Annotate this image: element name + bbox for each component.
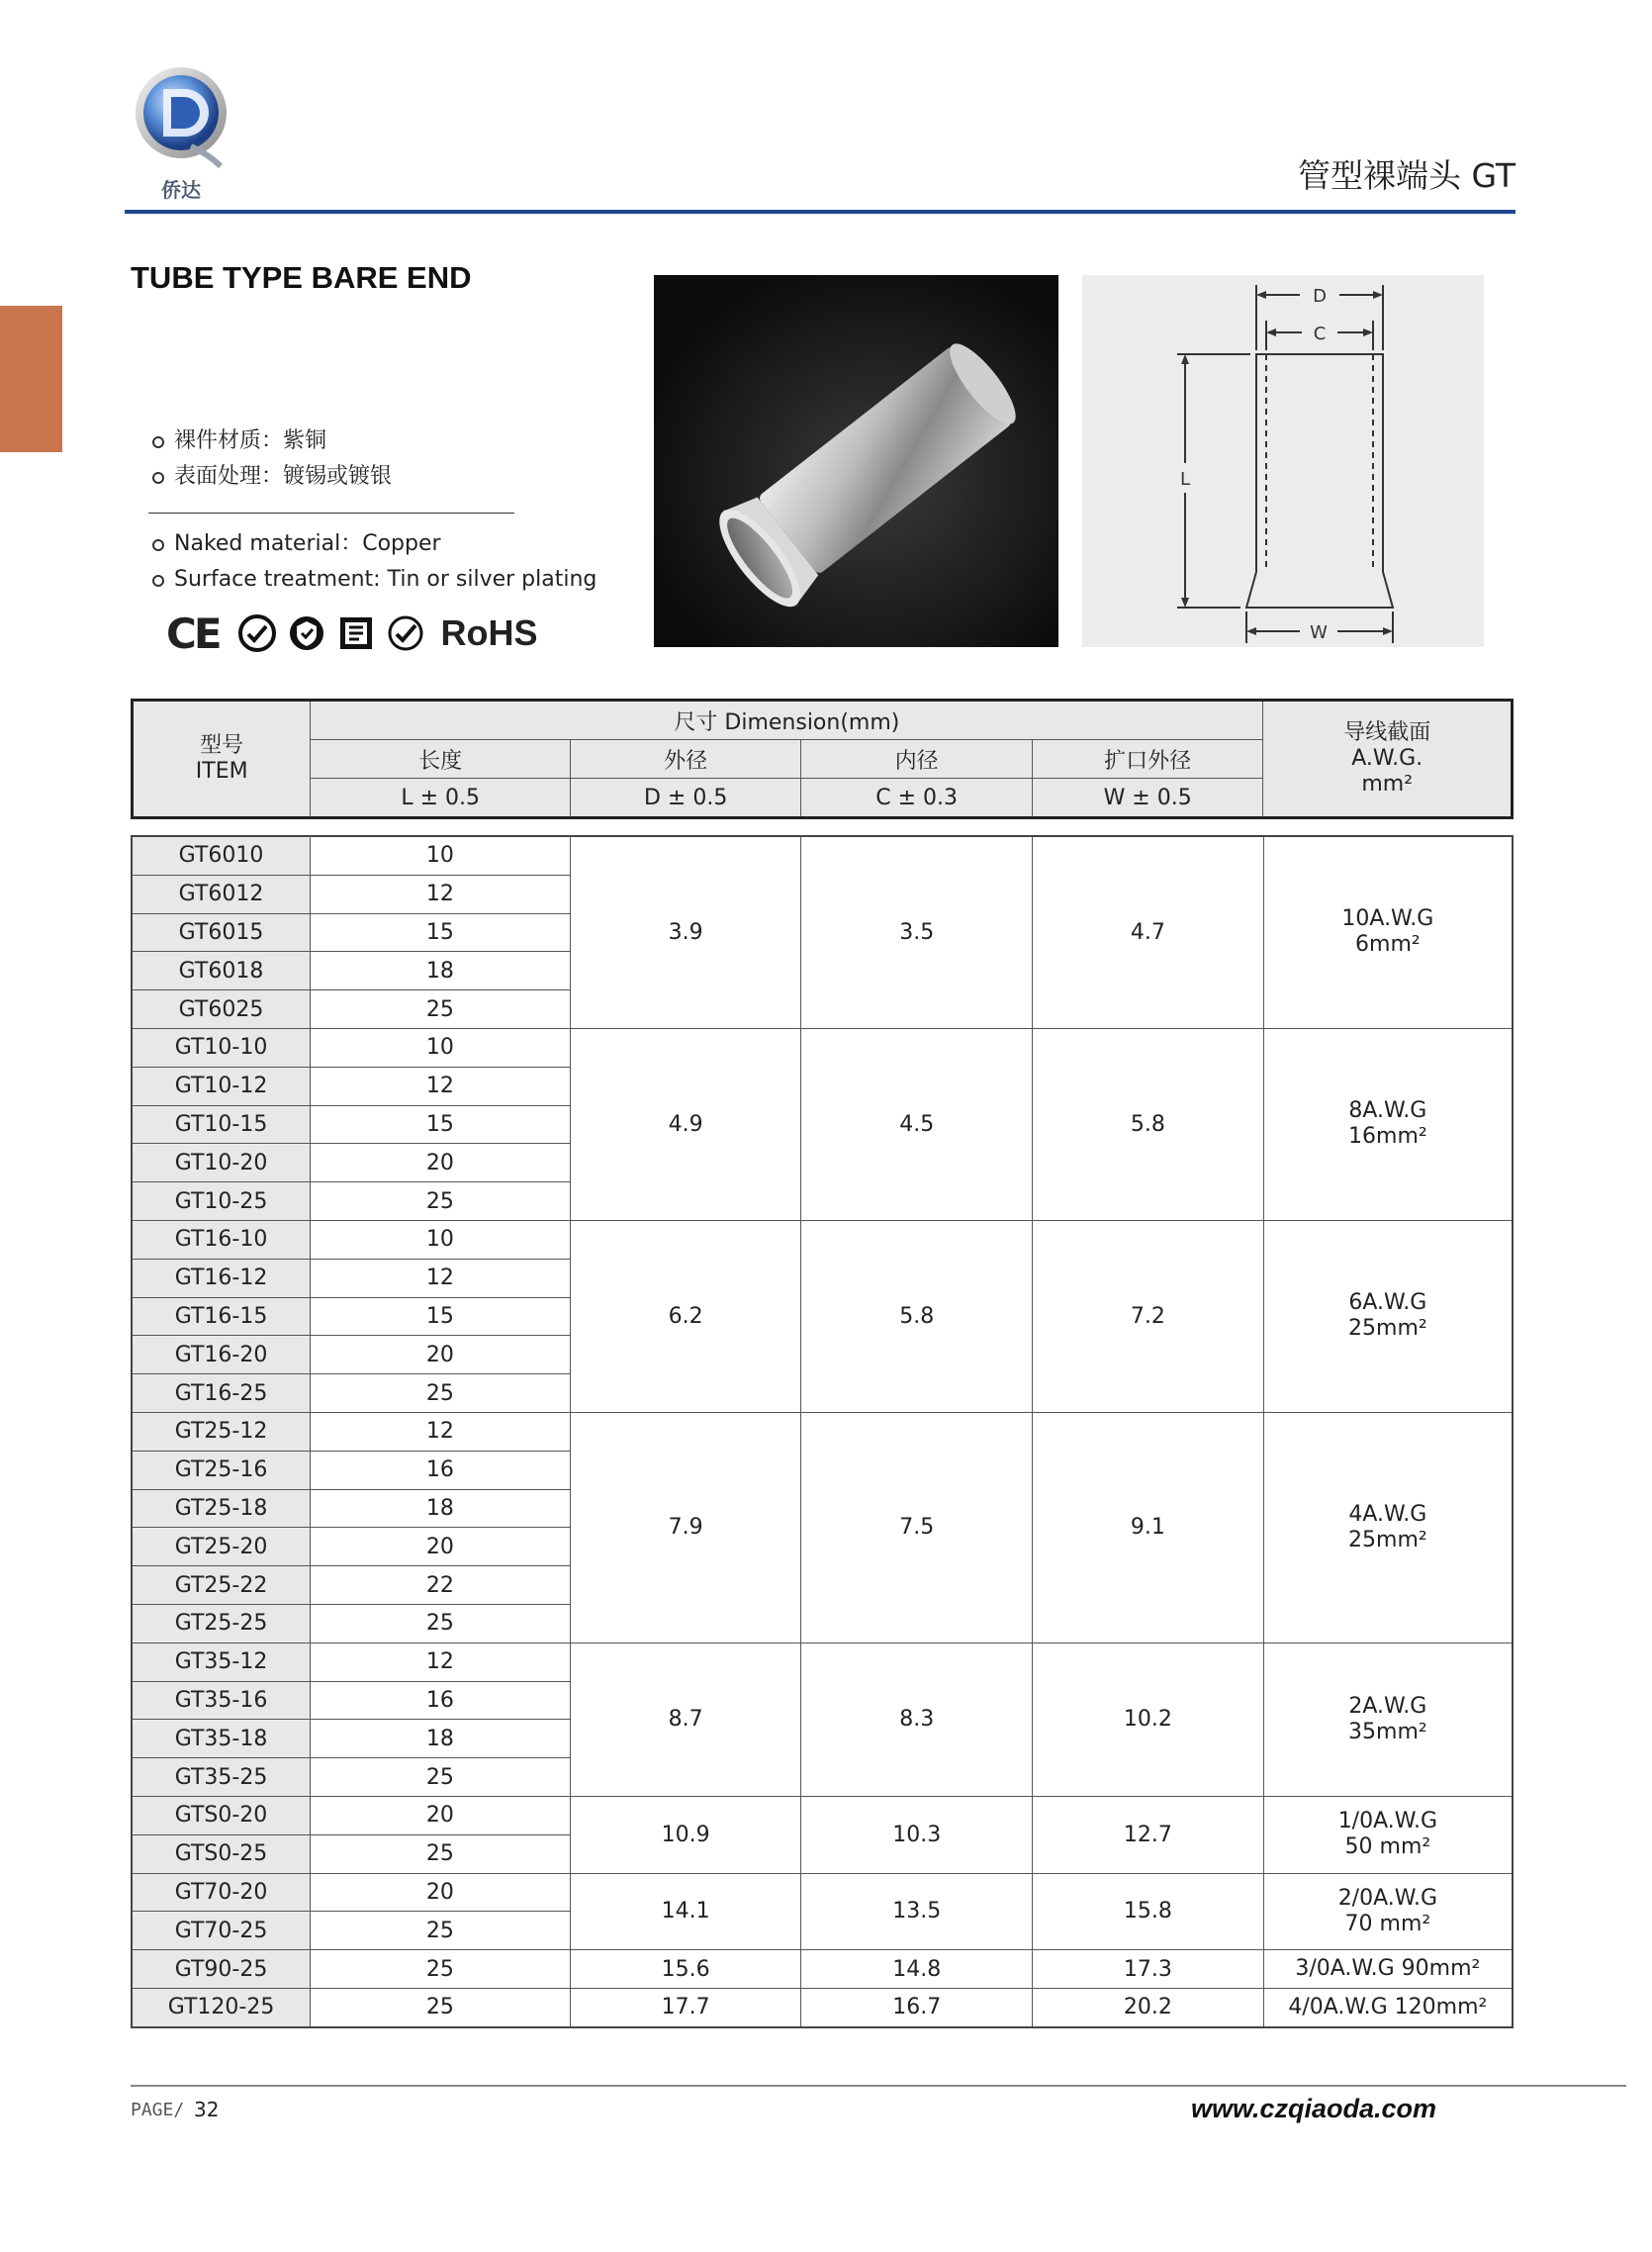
item-code-cell: GT16-25 <box>132 1374 311 1413</box>
certification-logos <box>166 606 538 661</box>
dim-label-d: D <box>1313 286 1327 307</box>
item-code-cell: GT90-25 <box>132 1950 311 1989</box>
flare-diameter-cell: 9.1 <box>1033 1412 1264 1642</box>
length-cell: 15 <box>311 1297 571 1336</box>
table-row <box>132 836 1513 875</box>
item-code-cell: GT16-12 <box>132 1259 311 1297</box>
sgs-badge-icon <box>386 613 425 653</box>
section-tab <box>0 306 62 452</box>
outer-diameter-cell: 10.9 <box>570 1796 801 1873</box>
inner-diameter-cell: 5.8 <box>801 1220 1033 1412</box>
spec-table-header <box>131 699 1514 819</box>
length-cell: 12 <box>311 1067 571 1105</box>
inner-diameter-cell: 3.5 <box>801 836 1033 1028</box>
awg-line: 35mm² <box>1348 1719 1427 1744</box>
awg-cell <box>1263 1028 1513 1220</box>
length-cell: 16 <box>311 1681 571 1720</box>
table-row <box>132 1028 1513 1067</box>
item-code-cell: GT25-16 <box>132 1451 311 1489</box>
awg-line: 4/0A.W.G 120mm² <box>1288 1994 1488 2019</box>
length-cell: 15 <box>311 913 571 952</box>
table-row <box>132 1988 1513 2026</box>
ccc-badge-icon <box>237 613 277 653</box>
page-title: 管型裸端头 GT <box>1297 156 1515 195</box>
table-row <box>132 1220 1513 1259</box>
awg-line: 25mm² <box>1348 1527 1427 1552</box>
length-cell: 25 <box>311 1604 571 1642</box>
awg-line: 2/0A.W.G <box>1337 1885 1438 1911</box>
length-cell: 20 <box>311 1873 571 1912</box>
spec-table-body <box>131 835 1514 2028</box>
dim-label-w: W <box>1310 622 1328 643</box>
item-code-cell: GT16-20 <box>132 1336 311 1374</box>
table-row <box>132 1796 1513 1834</box>
item-code-cell: GT25-18 <box>132 1489 311 1528</box>
length-cell: 12 <box>311 1412 571 1451</box>
inner-diameter-cell: 8.3 <box>801 1642 1033 1796</box>
flare-diameter-cell: 5.8 <box>1033 1028 1264 1220</box>
column-tolerance-l: L ± 0.5 <box>311 779 571 818</box>
ce-mark: CE <box>166 609 220 658</box>
column-header-flare-diameter: 扩口外径 <box>1032 740 1263 779</box>
spec-item: 表面处理：镀锡或镀银 <box>152 459 392 495</box>
length-cell: 10 <box>311 836 571 875</box>
awg-cell <box>1263 1796 1513 1873</box>
column-header-length: 长度 <box>311 740 571 779</box>
length-cell: 22 <box>311 1566 571 1605</box>
item-code-cell: GT16-15 <box>132 1297 311 1336</box>
outer-diameter-cell: 7.9 <box>570 1412 801 1642</box>
column-header-inner-diameter: 内径 <box>801 740 1032 779</box>
table-row <box>132 1642 1513 1681</box>
awg-line: 6A.W.G <box>1348 1290 1427 1316</box>
awg-header-cell <box>1263 701 1513 818</box>
awg-line: 16mm² <box>1348 1124 1427 1150</box>
awg-cell <box>1263 1412 1513 1642</box>
flare-diameter-cell: 4.7 <box>1033 836 1264 1028</box>
item-code-cell: GT25-22 <box>132 1566 311 1605</box>
outer-diameter-cell: 17.7 <box>570 1988 801 2026</box>
flare-diameter-cell: 10.2 <box>1033 1642 1264 1796</box>
awg-line: 3/0A.W.G 90mm² <box>1295 1956 1481 1981</box>
awg-line: 6mm² <box>1355 932 1421 958</box>
spec-divider <box>148 513 514 514</box>
flare-diameter-cell: 15.8 <box>1033 1873 1264 1950</box>
awg-header-awg: A.W.G. <box>1351 746 1423 771</box>
length-cell: 15 <box>311 1105 571 1144</box>
outer-diameter-cell: 15.6 <box>570 1950 801 1989</box>
item-code-cell: GT35-25 <box>132 1758 311 1797</box>
awg-line: 10A.W.G <box>1341 906 1434 932</box>
inner-diameter-cell: 14.8 <box>801 1950 1033 1989</box>
column-tolerance-d: D ± 0.5 <box>570 779 800 818</box>
awg-line: 2A.W.G <box>1348 1693 1427 1719</box>
length-cell: 10 <box>311 1028 571 1067</box>
item-code-cell: GT6018 <box>132 952 311 990</box>
length-cell: 25 <box>311 1374 571 1413</box>
dim-label-l: L <box>1179 469 1191 490</box>
outer-diameter-cell: 4.9 <box>570 1028 801 1220</box>
outer-diameter-cell: 8.7 <box>570 1642 801 1796</box>
table-row <box>132 1950 1513 1989</box>
dimension-header: 尺寸 Dimension(mm) <box>311 701 1263 740</box>
column-header-outer-diameter: 外径 <box>570 740 800 779</box>
length-cell: 12 <box>311 1259 571 1297</box>
brand-char: 侨达 <box>161 178 201 202</box>
outer-diameter-cell: 3.9 <box>570 836 801 1028</box>
item-code-cell: GT70-25 <box>132 1912 311 1950</box>
product-title: TUBE TYPE BARE END <box>131 260 472 295</box>
length-cell: 25 <box>311 1950 571 1989</box>
iso-badge-icon <box>336 613 376 653</box>
item-code-cell: GT35-18 <box>132 1720 311 1758</box>
spec-item: Naked material：Copper <box>152 526 597 562</box>
length-cell: 18 <box>311 1489 571 1528</box>
length-cell: 25 <box>311 1182 571 1221</box>
spec-list-en <box>152 526 597 598</box>
spec-item: 裸件材质：紫铜 <box>152 423 392 459</box>
length-cell: 18 <box>311 1720 571 1758</box>
outer-diameter-cell: 6.2 <box>570 1220 801 1412</box>
item-code-cell: GTS0-20 <box>132 1796 311 1834</box>
item-code-cell: GT10-12 <box>132 1067 311 1105</box>
item-code-cell: GT6010 <box>132 836 311 875</box>
item-code-cell: GT25-25 <box>132 1604 311 1642</box>
column-tolerance-c: C ± 0.3 <box>801 779 1032 818</box>
item-code-cell: GT35-12 <box>132 1642 311 1681</box>
item-header-cn: 型号 <box>200 733 244 758</box>
item-code-cell: GT25-20 <box>132 1528 311 1566</box>
length-cell: 12 <box>311 1642 571 1681</box>
item-code-cell: GT6015 <box>132 913 311 952</box>
rohs-mark: RoHS <box>440 612 538 653</box>
item-code-cell: GTS0-25 <box>132 1834 311 1873</box>
awg-line: 70 mm² <box>1344 1911 1431 1936</box>
table-row <box>132 1873 1513 1912</box>
spec-list-cn <box>152 423 392 495</box>
table-row <box>132 1412 1513 1451</box>
item-code-cell: GT25-12 <box>132 1412 311 1451</box>
item-code-cell: GT35-16 <box>132 1681 311 1720</box>
item-code-cell: GT10-20 <box>132 1144 311 1182</box>
length-cell: 20 <box>311 1336 571 1374</box>
length-cell: 25 <box>311 1912 571 1950</box>
awg-cell <box>1263 1950 1513 1989</box>
length-cell: 12 <box>311 875 571 913</box>
flare-diameter-cell: 17.3 <box>1033 1950 1264 1989</box>
awg-cell <box>1263 1220 1513 1412</box>
awg-cell <box>1263 1873 1513 1950</box>
item-code-cell: GT6012 <box>132 875 311 913</box>
spec-item: Surface treatment: Tin or silver plating <box>152 562 597 598</box>
inner-diameter-cell: 16.7 <box>801 1988 1033 2026</box>
safety-badge-icon <box>287 613 326 653</box>
dim-label-c: C <box>1313 324 1327 344</box>
item-code-cell: GT10-10 <box>132 1028 311 1067</box>
page-label: PAGE/ <box>131 2100 185 2120</box>
awg-cell <box>1263 836 1513 1028</box>
product-photo <box>654 275 1058 647</box>
item-code-cell: GT10-25 <box>132 1182 311 1221</box>
inner-diameter-cell: 4.5 <box>801 1028 1033 1220</box>
website-url: www.czqiaoda.com <box>1190 2094 1436 2123</box>
page-number: 32 <box>194 2098 220 2121</box>
inner-diameter-cell: 10.3 <box>801 1796 1033 1873</box>
column-tolerance-w: W ± 0.5 <box>1032 779 1263 818</box>
awg-header-cn: 导线截面 <box>1343 720 1431 745</box>
awg-line: 50 mm² <box>1344 1834 1431 1860</box>
awg-cell <box>1263 1988 1513 2026</box>
length-cell: 25 <box>311 1834 571 1873</box>
length-cell: 25 <box>311 990 571 1029</box>
awg-line: 8A.W.G <box>1348 1098 1427 1124</box>
length-cell: 20 <box>311 1144 571 1182</box>
item-code-cell: GT16-10 <box>132 1220 311 1259</box>
item-code-cell: GT70-20 <box>132 1873 311 1912</box>
item-code-cell: GT6025 <box>132 990 311 1029</box>
flare-diameter-cell: 12.7 <box>1033 1796 1264 1873</box>
item-header-cell <box>133 701 311 818</box>
length-cell: 16 <box>311 1451 571 1489</box>
length-cell: 18 <box>311 952 571 990</box>
inner-diameter-cell: 13.5 <box>801 1873 1033 1950</box>
item-code-cell: GT120-25 <box>132 1988 311 2026</box>
header-divider <box>125 210 1515 214</box>
outer-diameter-cell: 14.1 <box>570 1873 801 1950</box>
length-cell: 10 <box>311 1220 571 1259</box>
awg-cell <box>1263 1642 1513 1796</box>
flare-diameter-cell: 20.2 <box>1033 1988 1264 2026</box>
length-cell: 20 <box>311 1528 571 1566</box>
flare-diameter-cell: 7.2 <box>1033 1220 1264 1412</box>
footer-divider <box>131 2085 1626 2087</box>
item-header-en: ITEM <box>195 759 248 784</box>
length-cell: 25 <box>311 1758 571 1797</box>
length-cell: 25 <box>311 1988 571 2026</box>
awg-line: 25mm² <box>1348 1316 1427 1342</box>
awg-line: 1/0A.W.G <box>1337 1809 1438 1834</box>
dimension-drawing <box>1082 275 1484 647</box>
awg-header-unit: mm² <box>1361 772 1414 797</box>
item-code-cell: GT10-15 <box>132 1105 311 1144</box>
length-cell: 20 <box>311 1796 571 1834</box>
awg-line: 4A.W.G <box>1348 1501 1427 1527</box>
inner-diameter-cell: 7.5 <box>801 1412 1033 1642</box>
